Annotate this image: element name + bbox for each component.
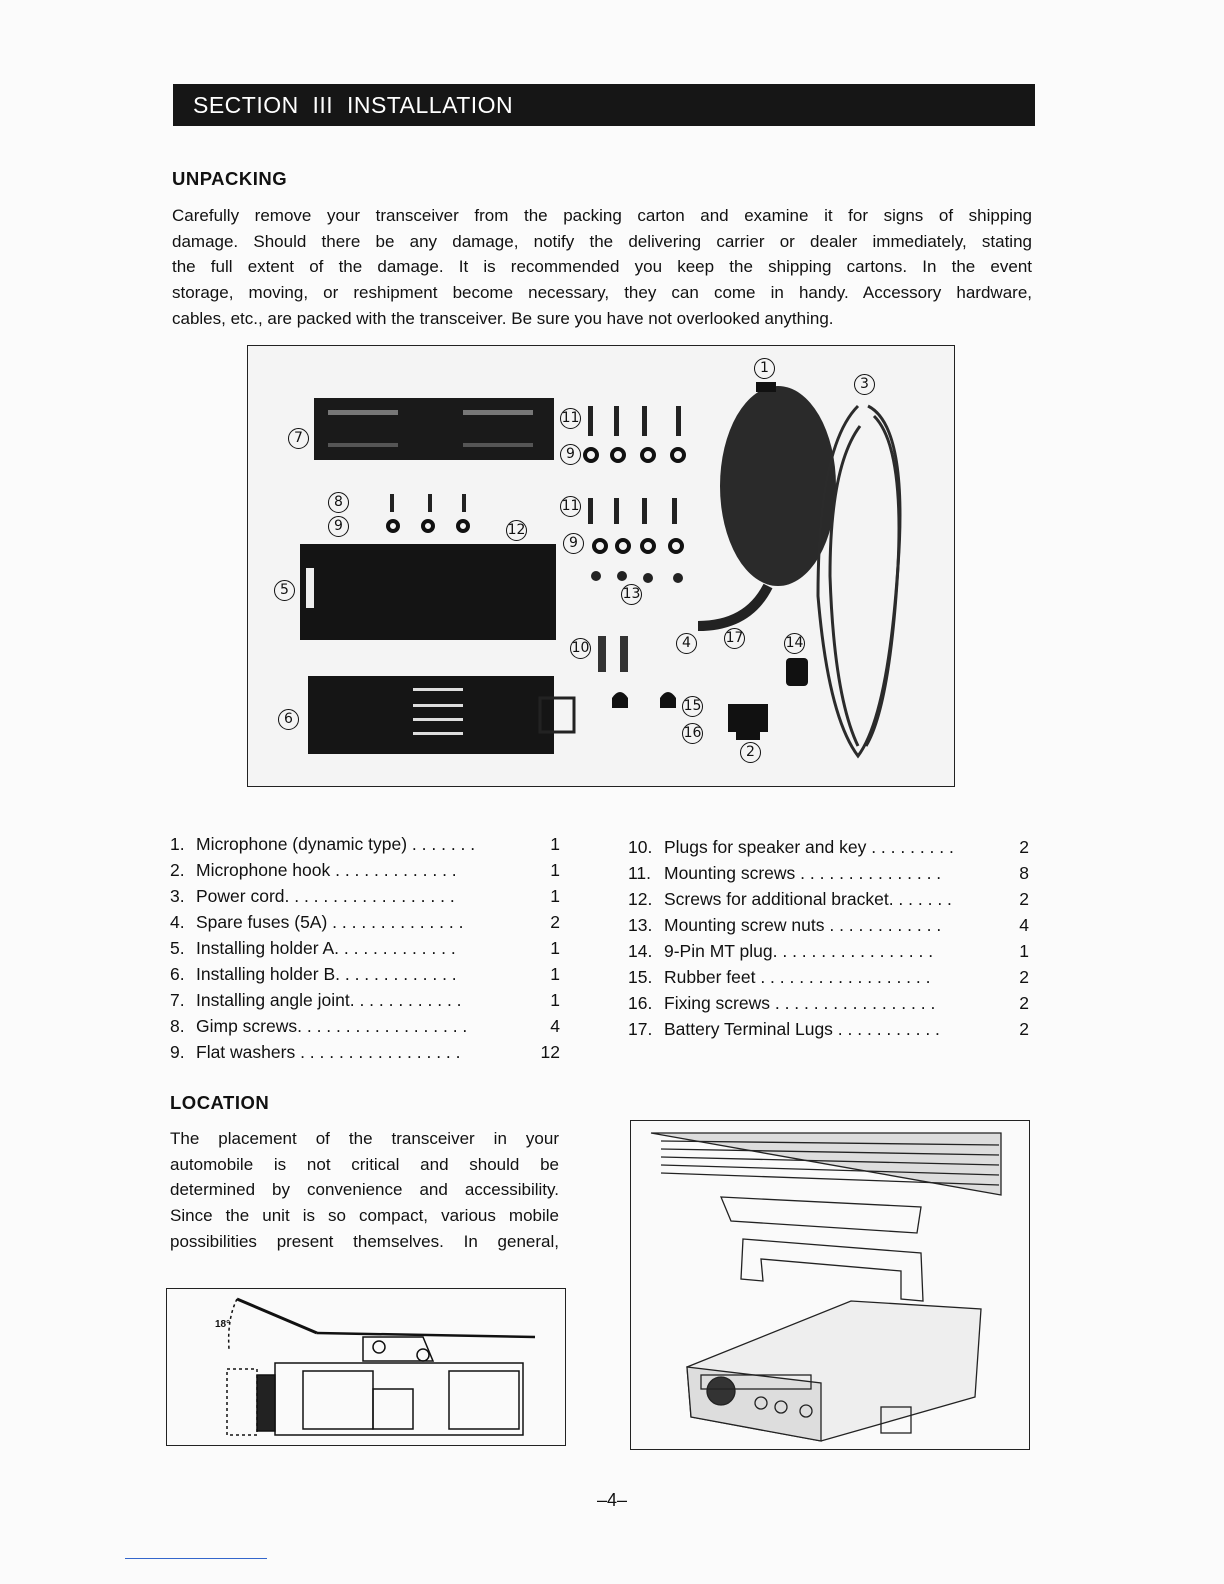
location-heading: LOCATION: [170, 1092, 270, 1113]
section-title: SECTION III INSTALLATION: [193, 92, 514, 118]
callout-label: 7: [288, 428, 309, 449]
list-item: 4. Spare fuses (5A) . . . . . . . . . . . . . . 2: [170, 912, 560, 932]
section-banner: [173, 84, 1035, 126]
list-item: 14. 9-Pin MT plug. . . . . . . . . . . . . . . . . 1: [628, 941, 1029, 961]
accessories-illustration: [248, 346, 953, 785]
callout-label: 1: [754, 358, 775, 379]
parts-list-right: [628, 834, 1029, 1042]
location-line: Since the unit is so compact, various mobile: [170, 1206, 559, 1226]
callout-label: 2: [740, 742, 761, 763]
callout-label: 14: [784, 633, 805, 654]
accessories-photo: [247, 345, 955, 787]
list-item: 10. Plugs for speaker and key . . . . . . . . . 2: [628, 837, 1029, 857]
callout-label: 16: [682, 723, 703, 744]
unpacking-line: cables, etc., are packed with the transceiver. Be sure you have not overlooked anything.: [172, 308, 834, 328]
page-number: –4–: [596, 1490, 628, 1510]
callout-label: 11: [560, 408, 581, 429]
under-dash-drawing: [631, 1121, 1028, 1448]
callout-label: 12: [506, 520, 527, 541]
location-line: The placement of the transceiver in your: [170, 1129, 559, 1148]
unpacking-line: the full extent of the damage. It is recommended you keep the shipping cartons. In the event: [172, 257, 1032, 277]
parts-list-left: [170, 831, 560, 1065]
list-item: 16. Fixing screws . . . . . . . . . . . . . . . . . 2: [628, 993, 1029, 1013]
unpacking-line: Carefully remove your transceiver from the packing carton and examine it for signs of shipping: [172, 206, 1032, 225]
list-item: 9. Flat washers . . . . . . . . . . . . . . . . . 12: [170, 1042, 560, 1062]
unpacking-line: storage, moving, or reshipment become necessary, they can come in handy. Accessory hardware,: [172, 283, 1032, 303]
list-item: 3. Power cord. . . . . . . . . . . . . . . . . . 1: [170, 886, 560, 906]
list-item: 1. Microphone (dynamic type) . . . . . . . 1: [170, 834, 560, 854]
unpacking-heading: UNPACKING: [172, 168, 288, 189]
callout-label: 15: [682, 696, 703, 717]
callout-label: 9: [328, 516, 349, 537]
callout-label: 6: [278, 709, 299, 730]
list-item: 11. Mounting screws . . . . . . . . . . . . . . . 8: [628, 863, 1029, 883]
list-item: 13. Mounting screw nuts . . . . . . . . . . . . 4: [628, 915, 1029, 935]
location-line: possibilities present themselves. In general,: [170, 1231, 559, 1251]
callout-label: 10: [570, 638, 591, 659]
list-item: 15. Rubber feet . . . . . . . . . . . . . . . . . . 2: [628, 967, 1029, 987]
list-item: 7. Installing angle joint. . . . . . . . . . . . 1: [170, 990, 560, 1010]
unpacking-line: damage. Should there be any damage, notify the delivering carrier or dealer immediately, stating: [172, 231, 1032, 251]
location-line: determined by convenience and accessibility.: [170, 1180, 559, 1200]
callout-label: 17: [724, 628, 745, 649]
callout-label: 5: [274, 580, 295, 601]
list-item: 8. Gimp screws. . . . . . . . . . . . . . . . . . 4: [170, 1016, 560, 1036]
list-item: 12. Screws for additional bracket. . . . . . . 2: [628, 889, 1029, 909]
list-item: 2. Microphone hook . . . . . . . . . . . . . 1: [170, 860, 560, 880]
under-dash-mounting-figure: [630, 1120, 1030, 1450]
callout-label: 4: [676, 633, 697, 654]
location-line: automobile is not critical and should be: [170, 1154, 559, 1174]
mounting-angle-drawing: [167, 1289, 564, 1444]
callout-label: 13: [621, 584, 642, 605]
mounting-angle-figure: [166, 1288, 566, 1446]
callout-label: 11: [560, 496, 581, 517]
link-underline: [125, 1558, 267, 1559]
callout-label: 8: [328, 492, 349, 513]
list-item: 17. Battery Terminal Lugs . . . . . . . . . . . 2: [628, 1019, 1029, 1039]
callout-label: 3: [854, 374, 875, 395]
callout-label: 9: [560, 444, 581, 465]
callout-label: 9: [563, 533, 584, 554]
list-item: 5. Installing holder A. . . . . . . . . . . . . 1: [170, 938, 560, 958]
angle-label: 18°: [215, 1319, 231, 1330]
location-paragraph: [170, 1126, 559, 1255]
list-item: 6. Installing holder B. . . . . . . . . . . . . 1: [170, 964, 560, 984]
unpacking-paragraph: [172, 203, 1032, 332]
